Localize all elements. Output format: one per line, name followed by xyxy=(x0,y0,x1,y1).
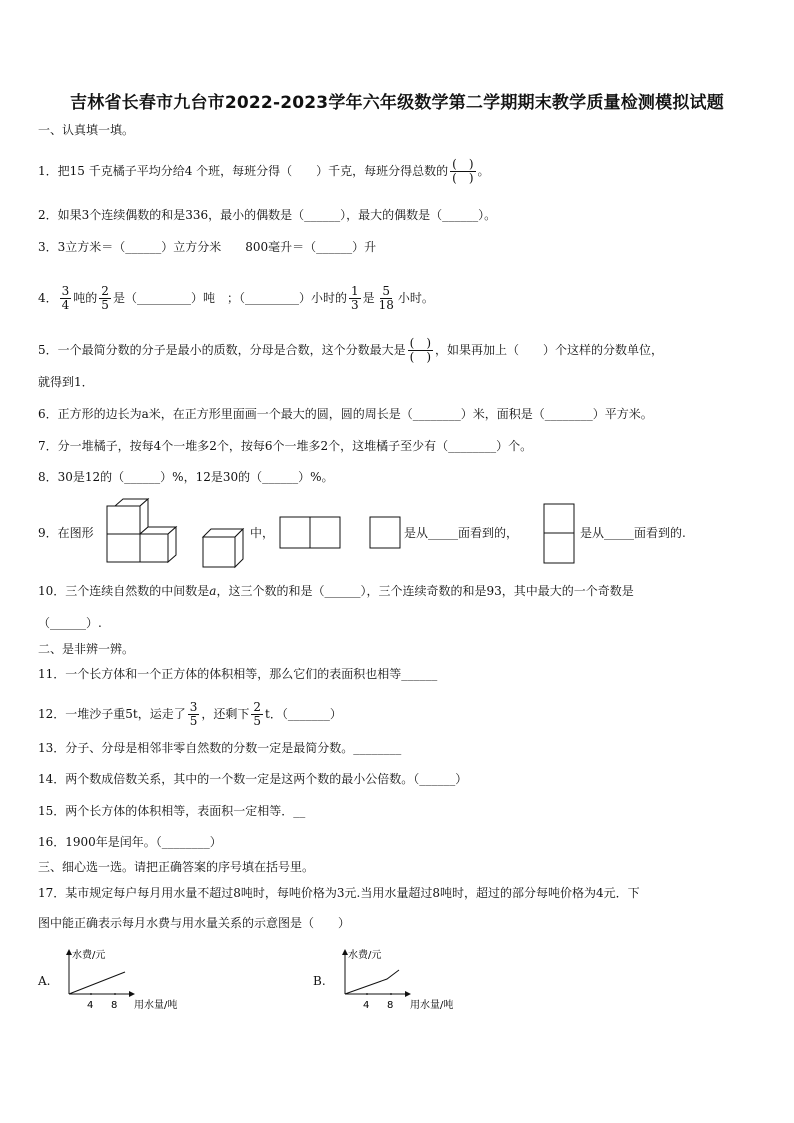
option-b-tick-8: 8 xyxy=(387,1000,394,1011)
question-13: 13．分子、分母是相邻非零自然数的分数一定是最简分数。________ xyxy=(38,741,402,755)
fraction-1-3: $\frac{1}{3}$ xyxy=(350,284,359,312)
view-stacked-squares xyxy=(543,503,577,565)
option-a-label: A. xyxy=(38,974,51,988)
option-a-tick-4: 4 xyxy=(87,1000,94,1011)
section-heading-choose: 三、细心选一选。请把正确答案的序号填在括号里。 xyxy=(38,860,315,874)
section-heading-judge: 二、是非辨一辨。 xyxy=(38,642,135,656)
question-5: 5．一个最简分数的分子是最小的质数，分母是合数，这个分数最大是 $\frac{( )}{( )}$ ，如果再加上（ ）个这样的分数单位， xyxy=(38,336,664,364)
fraction-2-5: $\frac{2}{5}$ xyxy=(101,284,109,312)
question-17-continued: 图中能正确表示每月水费与用水量关系的示意图是（ ） xyxy=(38,916,351,930)
question-9-view-a: 是从_____面看到的， xyxy=(404,526,519,540)
option-a-graph xyxy=(62,946,202,1016)
question-10: 10．三个连续自然数的中间数是a，这三个数的和是（______），三个连续奇数的和是93，其中最大的一个奇数是 xyxy=(38,584,634,598)
question-17: 17．某市规定每户每月用水量不超过8吨时，每吨价格为3元.当用水量超过8吨时，超过的部分每吨价格为4元．下 xyxy=(38,886,640,900)
question-1-text: 1．把15 千克橘子平均分给4 个班，每班分得（ ）千克，每班分得总数的 xyxy=(38,164,449,178)
option-a-xlabel: 用水量/吨 xyxy=(134,1000,178,1011)
question-11: 11．一个长方体和一个正方体的体积相等，那么它们的表面积也相等______ xyxy=(38,667,438,681)
cube-stack-figure xyxy=(103,498,181,568)
question-16: 16．1900年是闰年。（________） xyxy=(38,835,222,849)
page-title: 吉林省长春市九台市2022-2023学年六年级数学第二学期期末教学质量检测模拟试题 xyxy=(70,93,724,113)
question-1: 1．把15 千克橘子平均分给4 个班，每班分得（ ）千克，每班分得总数的 $\frac{( )}{( )}$ 。 xyxy=(38,157,490,185)
question-14: 14．两个数成倍数关系，其中的一个数一定是这两个数的最小公倍数。（______） xyxy=(38,772,468,786)
question-15: 15．两个长方体的体积相等，表面积一定相等．__ xyxy=(38,804,306,818)
question-9-lead: 9．在图形 xyxy=(38,526,94,540)
option-b-ylabel: 水费/元 xyxy=(348,950,382,961)
question-9-view-b: 是从_____面看到的. xyxy=(580,526,686,540)
option-b-label: B. xyxy=(313,974,326,988)
option-b-xlabel: 用水量/吨 xyxy=(410,1000,454,1011)
option-a-tick-8: 8 xyxy=(111,1000,118,1011)
option-b-tick-4: 4 xyxy=(363,1000,370,1011)
fraction-3-5: $\frac{3}{5}$ xyxy=(189,700,198,728)
question-8: 8．30是12的（______）%，12是30的（______）%。 xyxy=(38,470,334,484)
fraction-3-4: $\frac{3}{4}$ xyxy=(61,284,70,312)
option-b-graph xyxy=(338,946,478,1016)
question-7: 7．分一堆橘子，按每4个一堆多2个，按每6个一堆多2个，这堆橘子至少有（________）个。 xyxy=(38,439,533,453)
question-5-fraction: $\frac{( )}{( )}$ xyxy=(409,336,432,364)
view-one-square xyxy=(369,516,402,550)
question-12: 12．一堆沙子重5t，运走了 $\frac{3}{5}$ ，还剩下 $\frac{2}{5}$ t．（_______） xyxy=(38,700,342,728)
single-cube-figure xyxy=(200,528,248,570)
question-5-continued: 就得到1． xyxy=(38,375,94,389)
question-2: 2．如果3个连续偶数的和是336，最小的偶数是（______），最大的偶数是（______）。 xyxy=(38,208,497,222)
fraction-2-5-b: $\frac{2}{5}$ xyxy=(253,700,262,728)
question-4: 4． $\frac{3}{4}$ 吨的 $\frac{2}{5}$ 是（_________）吨 ；（_________）小时的 $\frac{1}{3}$ 是 $\frac{5}{18}$ 小时。 xyxy=(38,284,434,312)
question-3: 3．3立方米＝（______）立方分米 800毫升＝（______）升 xyxy=(38,240,377,254)
question-1-fraction: $\frac{( )}{( )}$ xyxy=(452,157,474,185)
option-a-ylabel: 水费/元 xyxy=(72,950,106,961)
question-6: 6．正方形的边长为a米，在正方形里面画一个最大的圆，圆的周长是（________）米，面积是（________）平方米。 xyxy=(38,407,653,421)
section-heading-fill: 一、认真填一填。 xyxy=(38,123,135,137)
question-10-continued: （______）. xyxy=(38,616,102,630)
fraction-5-18: $\frac{5}{18}$ xyxy=(378,284,394,312)
question-9-middle: 中， xyxy=(250,526,275,540)
view-two-squares xyxy=(279,516,343,550)
